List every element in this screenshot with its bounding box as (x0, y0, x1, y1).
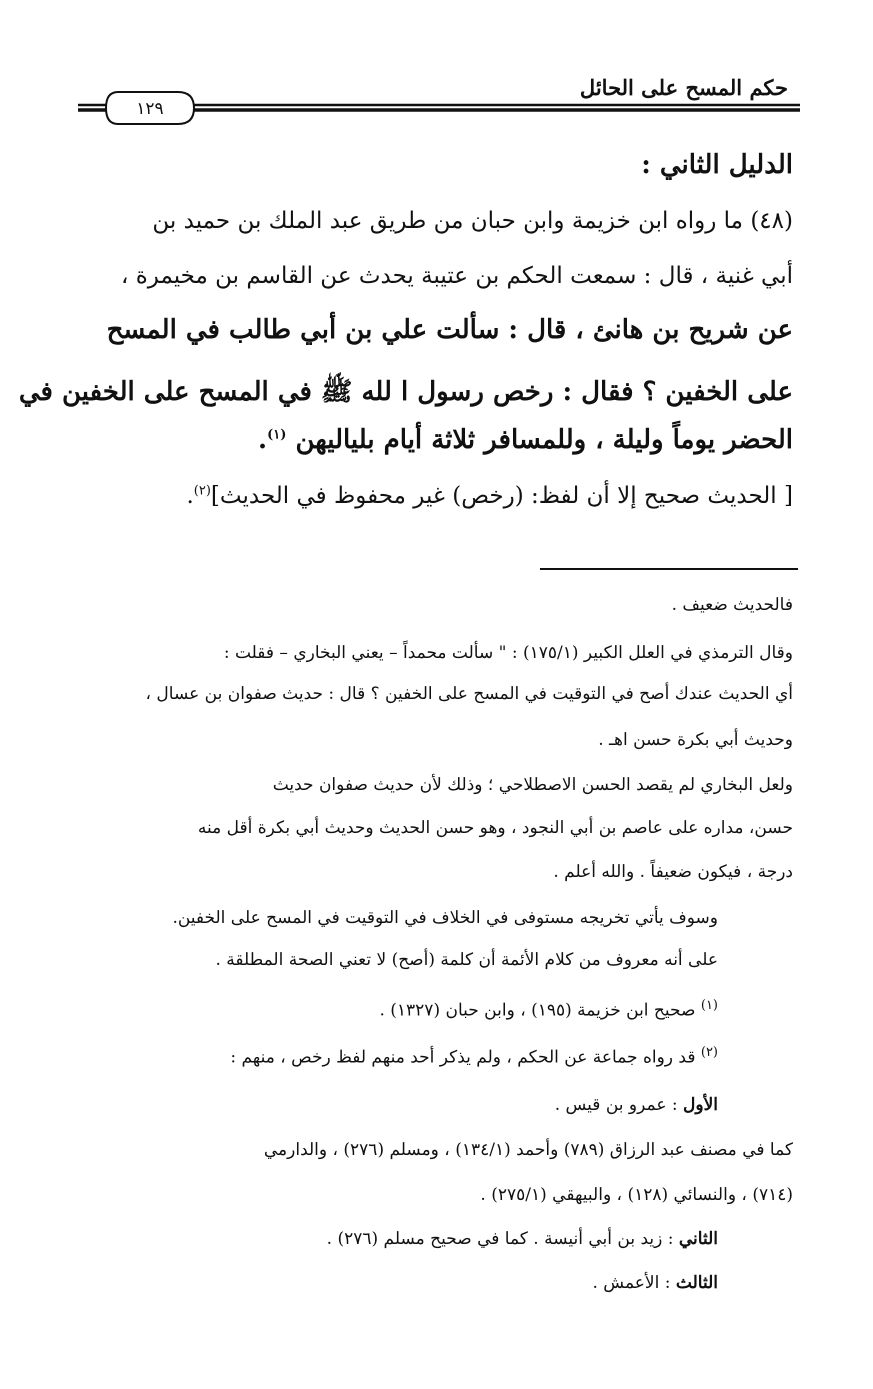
first-label: الأول (683, 1095, 718, 1115)
note-ref-1: (١) (267, 427, 287, 443)
section-heading: الدليل الثاني : (641, 150, 793, 180)
footnote-separator (540, 568, 798, 570)
body-line: [ الحديث صحيح إلا أن لفظ: (رخص) غير محفوظ في الحديث]$^{(٢)}$. (186, 483, 793, 509)
footnote-line: (٧١٤) ، والنسائي (١٢٨) ، والبيهقي (٢٧٥/١) . (480, 1185, 793, 1205)
footnote-line: وسوف يأتي تخريجه مستوفى في الخلاف في التوقيت في المسح على الخفين. (172, 908, 718, 928)
footnote-line (78, 1273, 718, 1293)
footnote-2-marker: (٢) (700, 1045, 718, 1060)
header-rule (78, 88, 800, 128)
footnote-2 (78, 1045, 718, 1068)
footnote-line: ولعل البخاري لم يقصد الحسن الاصطلاحي ؛ وذلك لأن حديث صفوان حديث (272, 775, 793, 795)
footnote-1-marker: (١) (700, 998, 718, 1013)
first-text: : عمرو بن قيس . (554, 1095, 678, 1115)
footnote-line (78, 1095, 718, 1115)
page-number: ١٢٩ (136, 99, 164, 119)
footnote-1 (78, 998, 718, 1021)
body-line: على الخفين ؟ فقال : رخص رسول ا لله ﷺ في المسح على الخفين في (18, 377, 793, 407)
footnote-line: أي الحديث عندك أصح في التوقيت في المسح على الخفين ؟ قال : حديث صفوان بن عسال ، (145, 684, 793, 704)
body-line: (٤٨) ما رواه ابن خزيمة وابن حبان من طريق عبد الملك بن حميد بن (152, 208, 793, 234)
running-title: حكم المسح على الحائل (579, 75, 788, 100)
footnote-line: كما في مصنف عبد الرزاق (٧٨٩) وأحمد (١٣٤/١) ، ومسلم (٢٧٦) ، والدارمي (263, 1140, 793, 1160)
footnote-line: وحديث أبي بكرة حسن اهـ . (598, 730, 793, 750)
footnote-line: وقال الترمذي في العلل الكبير (١٧٥/١) : " سألت محمداً – يعني البخاري – فقلت : (223, 643, 793, 663)
body-line: عن شريح بن هانئ ، قال : سألت علي بن أبي طالب في المسح (106, 315, 793, 345)
footnote-2-text: قد رواه جماعة عن الحكم ، ولم يذكر أحد منهم لفظ رخص ، منهم : (230, 1047, 696, 1068)
second-label: الثاني (678, 1229, 718, 1249)
body-line: أبي غنية ، قال : سمعت الحكم بن عتيبة يحدث عن القاسم بن مخيمرة ، (120, 263, 793, 289)
footnote-line (78, 1229, 718, 1249)
third-text: : الأعمش . (592, 1273, 671, 1293)
third-label: الثالث (675, 1273, 718, 1293)
footnote-1-text: صحيح ابن خزيمة (١٩٥) ، وابن حبان (١٣٢٧) . (379, 1000, 696, 1021)
note-ref-2: (٢) (193, 483, 211, 499)
footnote-line: درجة ، فيكون ضعيفاً . والله أعلم . (553, 862, 793, 882)
hadith-text: الحضر يوماً وليلة ، وللمسافر ثلاثة أيام بلياليهن (295, 425, 793, 455)
verdict-text: [ الحديث صحيح إلا أن لفظ: (رخص) غير محفوظ في الحديث] (210, 483, 793, 509)
footnote-line: على أنه معروف من كلام الأئمة أن كلمة (أصح) لا تعني الصحة المطلقة . (215, 950, 718, 970)
footnote-line: حسن، مداره على عاصم بن أبي النجود ، وهو حسن الحديث وحديث أبي بكرة أقل منه (197, 818, 793, 838)
footnote-line: فالحديث ضعيف . (671, 595, 793, 615)
body-line: الحضر يوماً وليلة ، وللمسافر ثلاثة أيام بلياليهن $^{(١)}$. (258, 425, 793, 455)
second-text: : زيد بن أبي أنيسة . كما في صحيح مسلم (٢٧٦) . (326, 1229, 674, 1249)
